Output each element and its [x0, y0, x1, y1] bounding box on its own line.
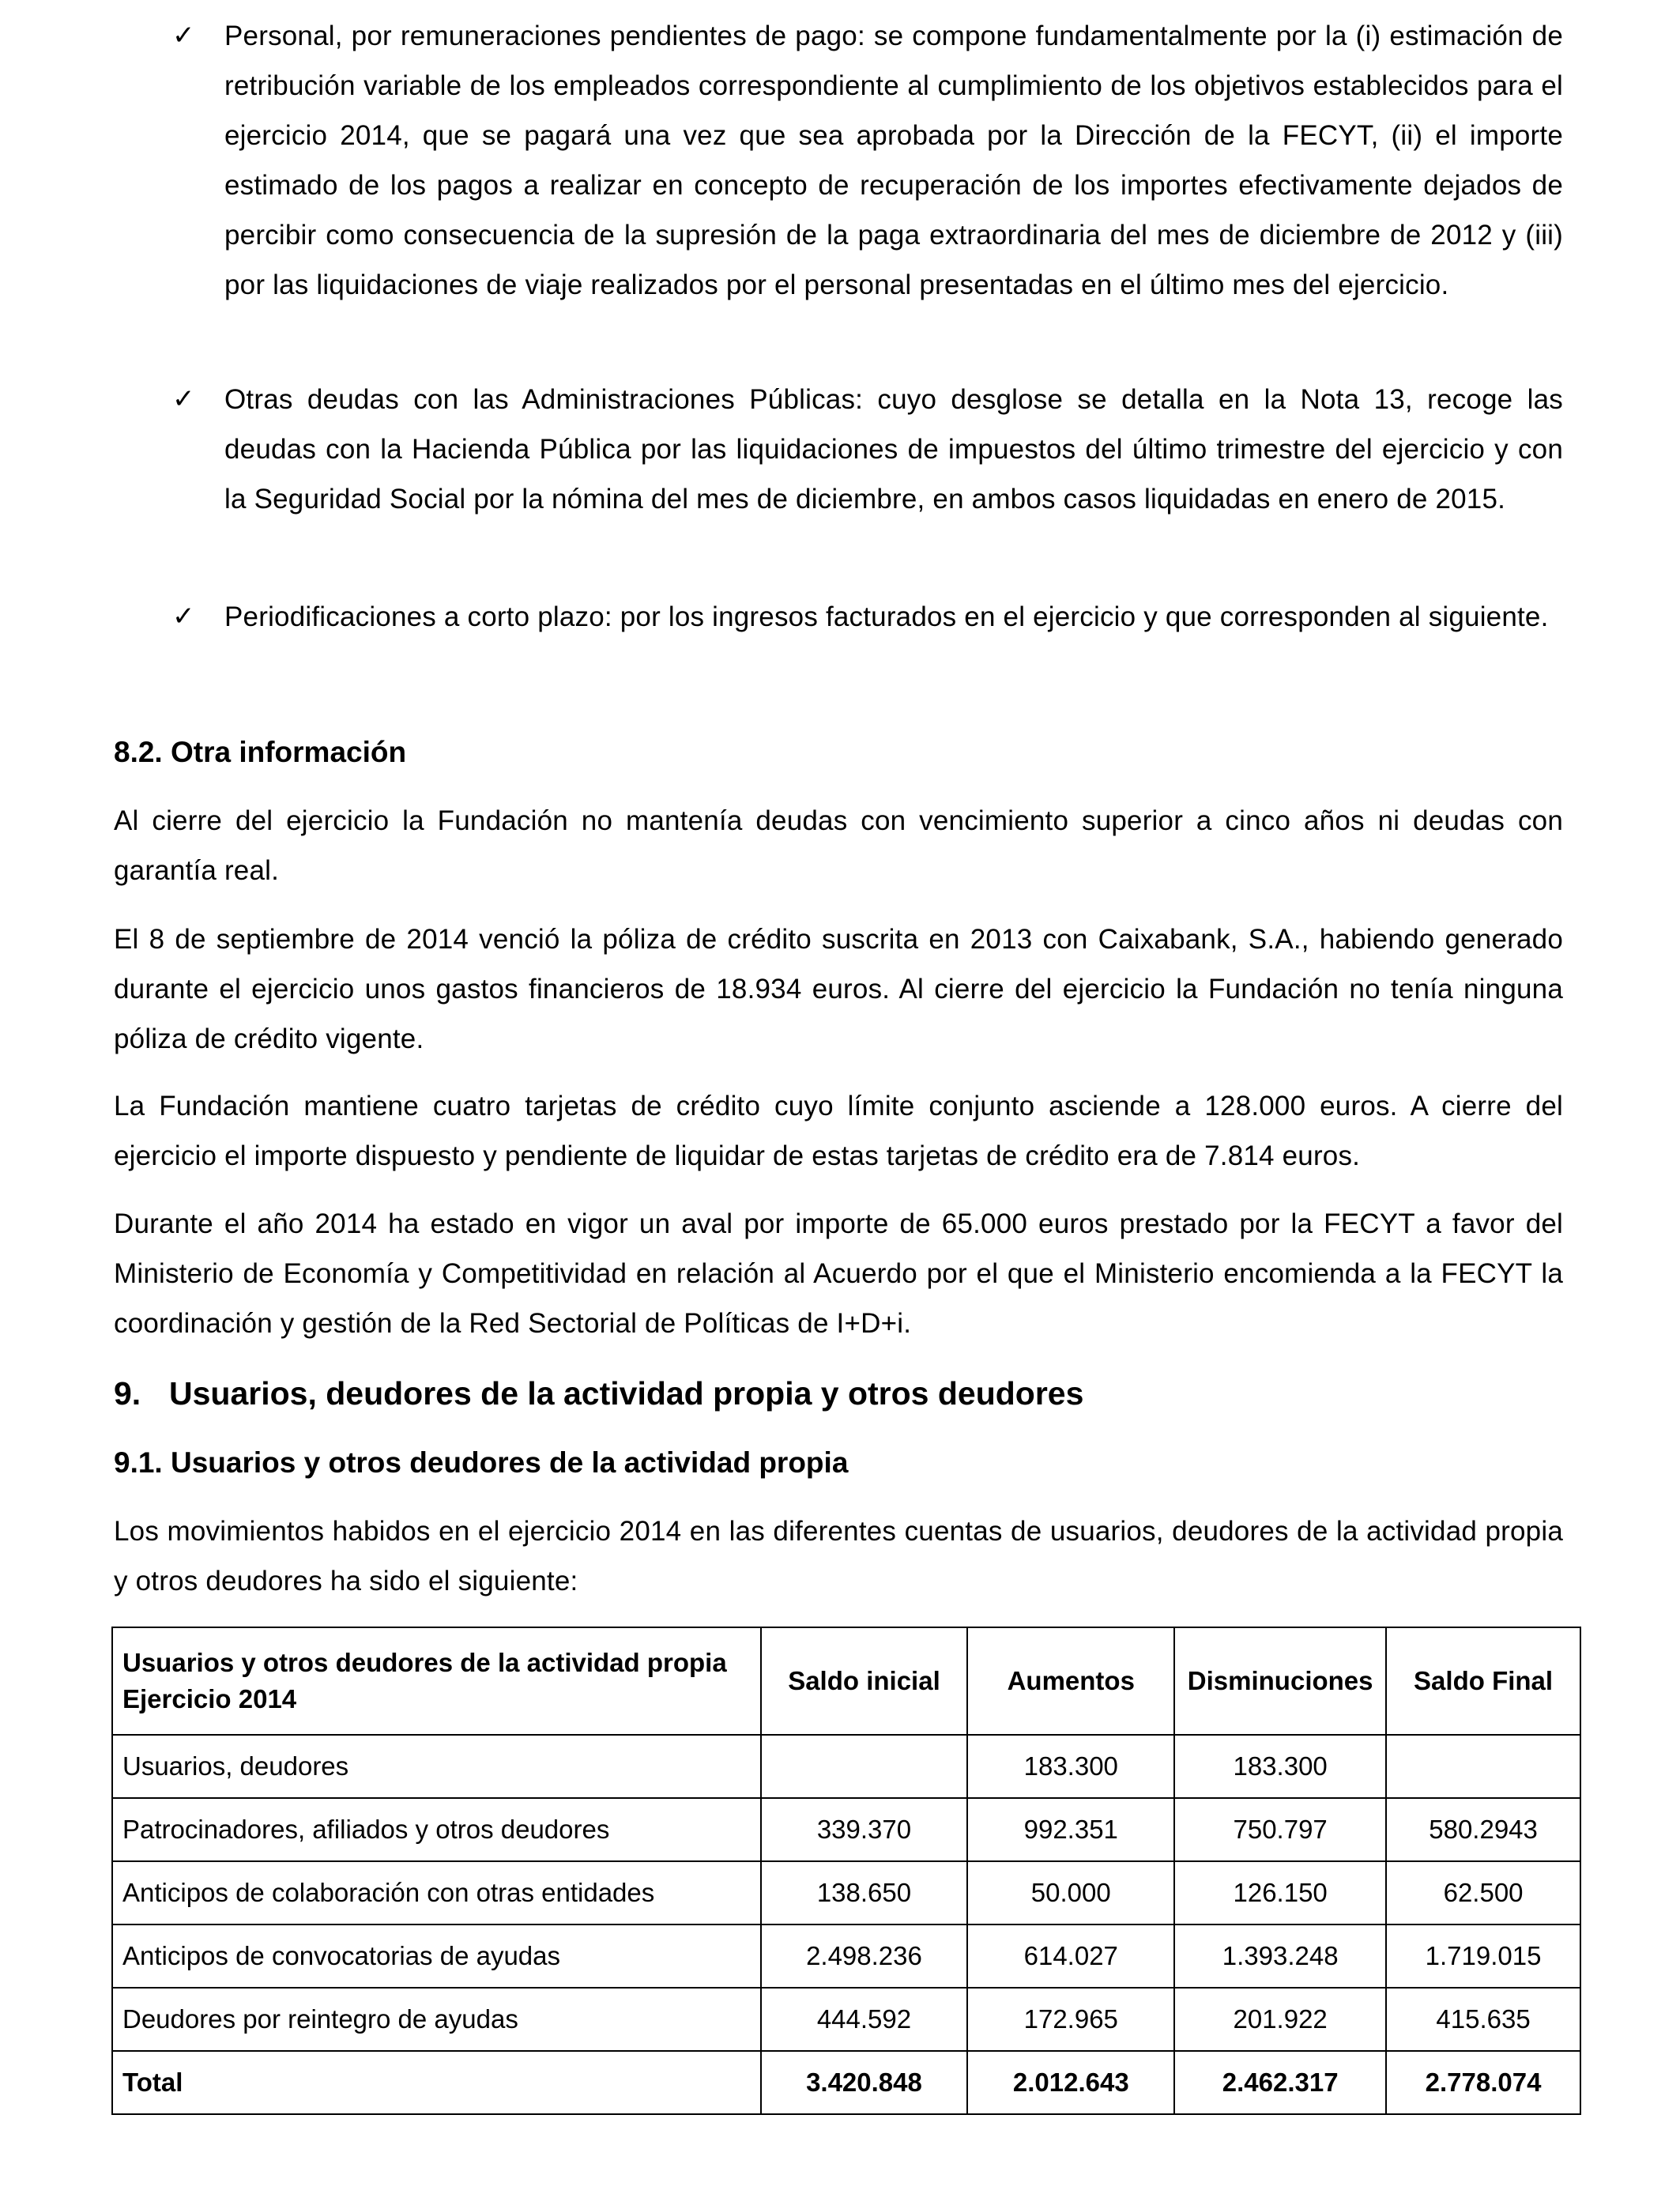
paragraph: Durante el año 2014 ha estado en vigor un aval por importe de 65.000 euros prestado por la FECYT a favor del Ministerio de Economía y Competitividad en relación al Acuerdo por el que el Ministerio encomienda a la FECYT la coordinación y gestión de la Red Sectorial de Políticas de I+D+i.	[114, 1208, 1563, 1339]
table-cell: 614.027	[967, 1924, 1174, 1988]
table-cell: 2.462.317	[1174, 2051, 1386, 2114]
paragraph-intro: Los movimientos habidos en el ejercicio 2014 en las diferentes cuentas de usuarios, deudores de la actividad propia y otros deudores ha sido el siguiente:	[114, 1516, 1563, 1596]
heading-number: 9.	[114, 1375, 141, 1412]
table-cell: 2.778.074	[1386, 2051, 1580, 2114]
table-cell: 1.393.248	[1174, 1924, 1386, 1988]
table-cell: 50.000	[967, 1861, 1174, 1924]
table-cell: 183.300	[967, 1735, 1174, 1798]
checkmark-icon: ✓	[172, 383, 195, 415]
column-header-concept: Usuarios y otros deudores de la actividad propia Ejercicio 2014	[112, 1627, 761, 1735]
bullet-periodificaciones	[172, 592, 1563, 642]
table-total-row	[112, 2051, 1580, 2114]
table-cell: 3.420.848	[761, 2051, 968, 2114]
bullet-personal	[172, 11, 1563, 310]
table-cell: 126.150	[1174, 1861, 1386, 1924]
table-cell: Patrocinadores, afiliados y otros deudores	[112, 1798, 761, 1861]
column-header: Saldo inicial	[761, 1627, 968, 1735]
table-header-row	[112, 1627, 1580, 1735]
deudores-table	[111, 1627, 1581, 2115]
table-cell: 1.719.015	[1386, 1924, 1580, 1988]
heading-9-1: 9.1. Usuarios y otros deudores de la actividad propia	[114, 1446, 849, 1479]
paragraph: El 8 de septiembre de 2014 venció la póliza de crédito suscrita en 2013 con Caixabank, S.A., habiendo generado durante el ejercicio unos gastos financieros de 18.934 euros. Al cierre del ejercicio la Fundación no tenía ninguna póliza de crédito vigente.	[114, 924, 1563, 1054]
table-row	[112, 1798, 1580, 1861]
table-cell: Anticipos de colaboración con otras entidades	[112, 1861, 761, 1924]
table-cell: Usuarios, deudores	[112, 1735, 761, 1798]
heading-text: Usuarios, deudores de la actividad propia y otros deudores	[169, 1375, 1084, 1412]
table-cell: 62.500	[1386, 1861, 1580, 1924]
table-cell: 138.650	[761, 1861, 968, 1924]
heading-9	[114, 1371, 1083, 1416]
table-row	[112, 1924, 1580, 1988]
table-cell: 415.635	[1386, 1988, 1580, 2051]
bullet-text: Periodificaciones a corto plazo: por los ingresos facturados en el ejercicio y que corresponden al siguiente.	[224, 601, 1549, 632]
table-row	[112, 1735, 1580, 1798]
table-cell: 444.592	[761, 1988, 968, 2051]
table-cell: 2.498.236	[761, 1924, 968, 1988]
table-cell: 183.300	[1174, 1735, 1386, 1798]
table-cell: Deudores por reintegro de ayudas	[112, 1988, 761, 2051]
table-row	[112, 1988, 1580, 2051]
checkmark-icon: ✓	[172, 20, 195, 51]
table-cell: Total	[112, 2051, 761, 2114]
column-header: Saldo Final	[1386, 1627, 1580, 1735]
table-cell: 992.351	[967, 1798, 1174, 1861]
table-cell	[761, 1735, 968, 1798]
table-cell: 172.965	[967, 1988, 1174, 2051]
table-cell: 201.922	[1174, 1988, 1386, 2051]
table-cell: 580.2943	[1386, 1798, 1580, 1861]
paragraph: La Fundación mantiene cuatro tarjetas de crédito cuyo límite conjunto asciende a 128.000 euros. A cierre del ejercicio el importe dispuesto y pendiente de liquidar de estas tarjetas de crédito era de 7.814 euros.	[114, 1091, 1563, 1171]
table-cell: 2.012.643	[967, 2051, 1174, 2114]
heading-8-2: 8.2. Otra información	[114, 736, 407, 768]
table-cell: 339.370	[761, 1798, 968, 1861]
table-cell: 750.797	[1174, 1798, 1386, 1861]
bullet-text: Personal, por remuneraciones pendientes de pago: se compone fundamentalmente por la (i) estimación de retribución variable de los empleados correspondiente al cumplimiento de los objetivos establecidos para el ejercicio 2014, que se pagará una vez que sea aprobada por la Dirección de la FECYT, (ii) el importe estimado de los pagos a realizar en concepto de recuperación de los importes efectivamente dejados de percibir como consecuencia de la supresión de la paga extraordinaria del mes de diciembre de 2012 y (iii) por las liquidaciones de viaje realizados por el personal presentadas en el último mes del ejercicio.	[224, 21, 1563, 300]
table-row	[112, 1861, 1580, 1924]
table-cell: Anticipos de convocatorias de ayudas	[112, 1924, 761, 1988]
paragraph: Al cierre del ejercicio la Fundación no mantenía deudas con vencimiento superior a cinco años ni deudas con garantía real.	[114, 805, 1563, 886]
column-header: Disminuciones	[1174, 1627, 1386, 1735]
bullet-text: Otras deudas con las Administraciones Públicas: cuyo desglose se detalla en la Nota 13, recoge las deudas con la Hacienda Pública por las liquidaciones de impuestos del último trimestre del ejercicio y con la Seguridad Social por la nómina del mes de diciembre, en ambos casos liquidadas en enero de 2015.	[224, 384, 1563, 515]
table-cell	[1386, 1735, 1580, 1798]
checkmark-icon: ✓	[172, 601, 195, 632]
column-header: Aumentos	[967, 1627, 1174, 1735]
bullet-administraciones	[172, 375, 1563, 524]
